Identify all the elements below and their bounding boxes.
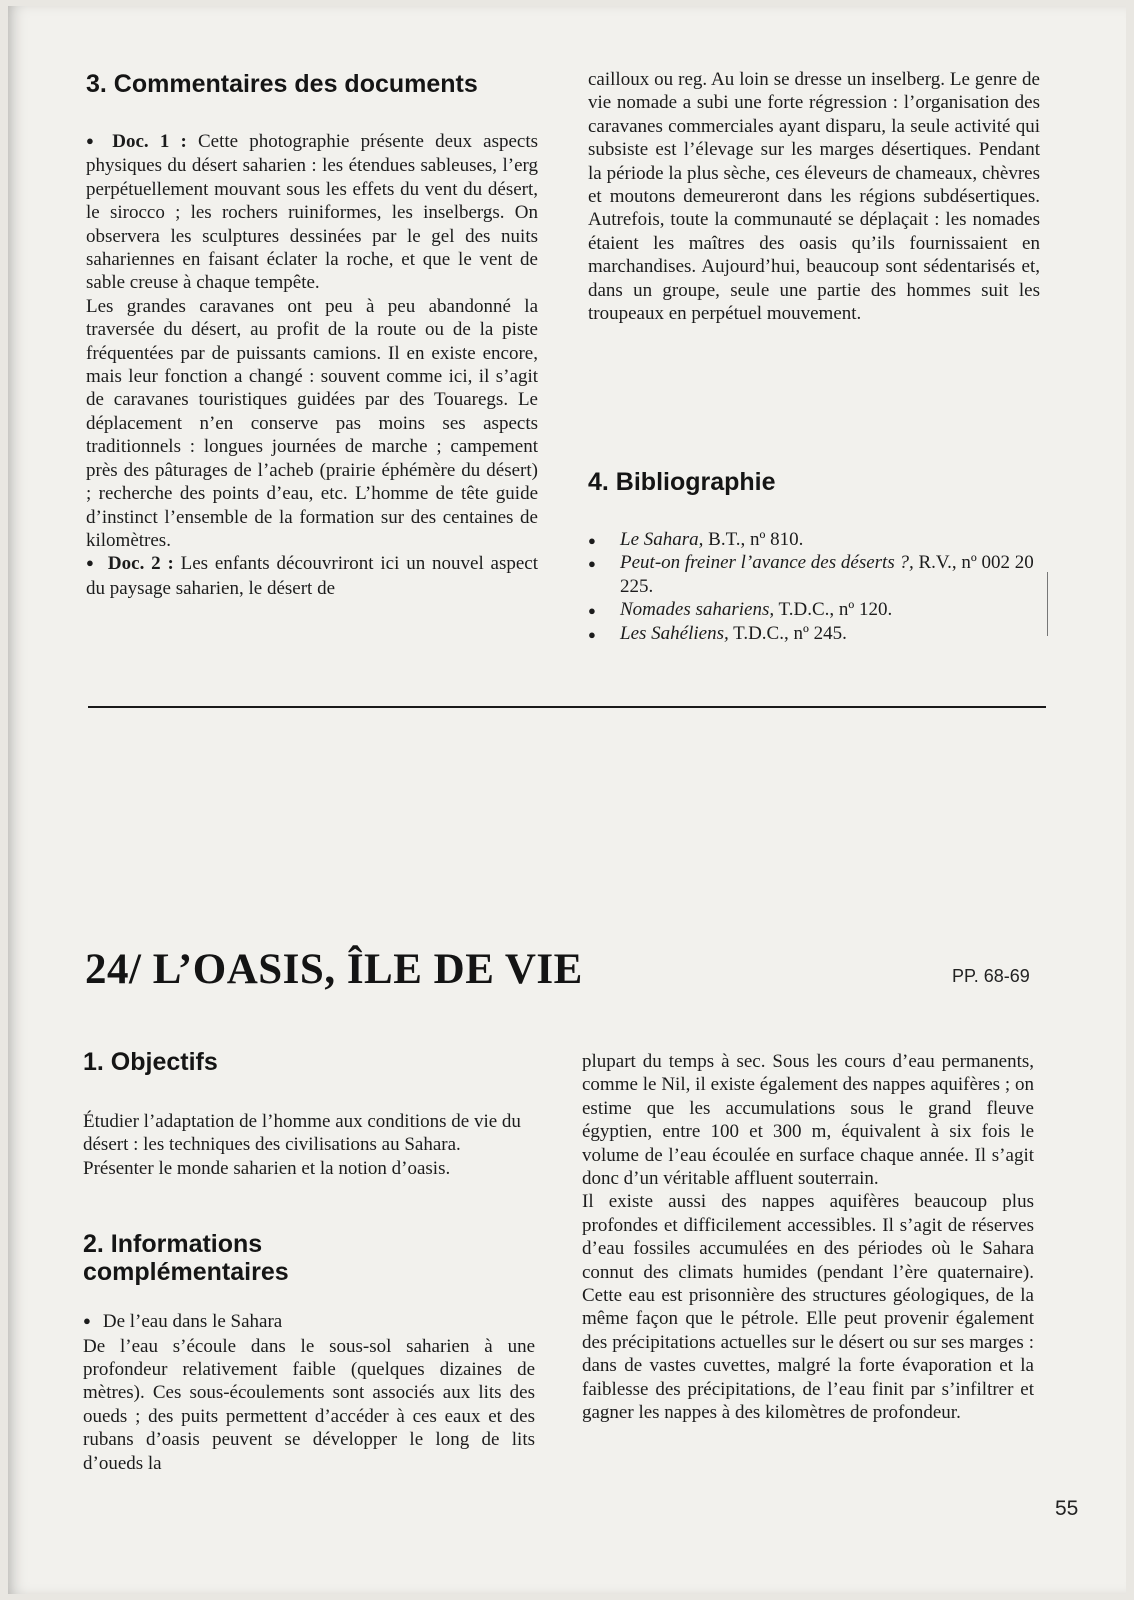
doc2-label: Doc. 2 : <box>107 553 174 575</box>
caravanes-paragraph: Les grandes caravanes ont peu à peu abandonné la traversée du désert, au profit de la route ou de la piste fréquentées par de puissants camions. Il en existe encore, mais leur fonction a changé : souvent comme ici, il s’agit de caravanes touristiques guidées par des Touaregs. Le déplacement n’en conserve pas moins ses aspects traditionnels : longues journées de marche ; campement près des pâturages de l’acheb (prairie éphémère du désert) ; recherche des points d’eau, etc. L’homme de tête guide d’instinct l’ensemble de la formation sur des centaines de kilomètres. <box>86 295 538 551</box>
informations-heading-line1: 2. Informations <box>83 1230 263 1259</box>
page-number: 55 <box>1055 1497 1079 1520</box>
doc1-label: Doc. 1 : <box>112 131 187 152</box>
bibliography-ref: T.D.C., nº 120. <box>778 599 893 621</box>
bullet-icon <box>83 1311 103 1332</box>
bibliography-item <box>588 551 1040 598</box>
informations-para2: Il existe aussi des nappes aquifères beaucoup plus profondes et difficilement accessibles. Il s’agit de réserves d’eau fossiles accumulées en des périodes où le Sahara connut des climats humides (pendant l’ère quaternaire). Cette eau est prisonnière des structures géologiques, de la même façon que le pétrole. Elle peut provenir également des précipitations actuelles sur le désert ou sur ses marges : dans de vastes cuvettes, malgré la forte évaporation et la faiblesse des précipitations, de l’eau finit par s’infiltrer et gagner les nappes à des kilomètres de profondeur. <box>582 1191 1034 1424</box>
doc2-text-start: Les enfants découvriront ici un nouvel aspect du paysage saharien, le désert de <box>86 553 539 599</box>
informations-para1-continued: plupart du temps à sec. Sous les cours d’eau permanents, comme le Nil, il existe également des nappes aquifères ; on estime que les accumulations sous le grand fleuve égyptien, entre 100 et 300 m, équivalent à six fois le volume de l’eau écoulée en surface chaque année. Il s’agit donc d’un véritable affluent souterrain. <box>582 1051 1034 1190</box>
informations-para1-start: De l’eau s’écoule dans le sous-sol saharien à une profondeur relativement faible (quelques dizaines de mètres). Ces sous-écoulements sont associés aux lits des oueds ; des puits permettent d’accéder à ces eaux et des rubans d’oasis peuvent se développer le long de lits d’oueds la <box>83 1335 535 1474</box>
bibliography-title: Nomades sahariens, <box>620 599 775 621</box>
bibliography-item <box>588 598 1040 621</box>
chapter-left-column <box>83 1048 535 1475</box>
objectifs-text1: Étudier l’adaptation de l’homme aux conditions de vie du désert : les techniques des civilisations au Sahara. <box>83 1111 521 1156</box>
informations-bullet <box>83 1310 535 1334</box>
doc2-bullet-icon <box>86 553 108 574</box>
section3-right-column <box>588 68 1040 325</box>
doc1-text: Cette photographie présente deux aspects physiques du désert saharien : les étendues sableuses, l’erg perpétuellement mouvant sous les effets du vent du désert, le sirocco ; les rochers ruiniformes, les inselbergs. On observera les sculptures dessinées par le gel des nuits sahariennes en faisant éclater la roche, et que le vent de sable creuse à chaque tempête. <box>86 131 539 294</box>
section-divider <box>88 706 1046 708</box>
bibliography-ref: T.D.C., nº 245. <box>733 622 847 644</box>
doc1-bullet-icon <box>86 131 112 152</box>
informations-heading-line2: complémentaires <box>83 1258 289 1287</box>
bibliography-ref: R.V., nº 002 20 225. <box>620 552 1034 597</box>
objectifs-text2: Présenter le monde saharien et la notion d’oasis. <box>83 1157 451 1179</box>
bibliography-title: Les Sahéliens, <box>620 622 729 644</box>
doc1-paragraph <box>86 130 538 295</box>
objectifs-heading: 1. Objectifs <box>83 1048 218 1076</box>
bibliography-item <box>588 528 1040 551</box>
bibliography-list <box>588 528 1040 645</box>
doc2-text-continued: cailloux ou reg. Au loin se dresse un inselberg. Le genre de vie nomade a subi une forte régression : l’organisation des caravanes commerciales ayant disparu, la seule activité qui subsiste est l’élevage sur les marges désertiques. Pendant la période la plus sèche, ces éleveurs de chameaux, chèvres et moutons demeureront dans les régions subdésertiques. Autrefois, toute la communauté se déplaçait : les nomades étaient les maîtres des oasis qu’ils fournissaient en marchandises. Aujourd’hui, beaucoup sont sédentarisés et, dans un groupe, seule une partie des hommes suit les troupeaux en perpétuel mouvement. <box>588 69 1040 325</box>
section3-heading: 3. Commentaires des documents <box>86 70 478 98</box>
bibliography-ref: B.T., nº 810. <box>708 529 804 550</box>
bibliography-item <box>588 622 1040 645</box>
informations-bullet-text: De l’eau dans le Sahara <box>102 1311 283 1333</box>
margin-line <box>1047 572 1048 636</box>
bibliography-title: Le Sahara, <box>620 529 704 550</box>
informations-heading <box>83 1230 535 1286</box>
chapter-title: 24/ L’OASIS, ÎLE DE VIE <box>85 946 583 993</box>
section3-left-column <box>86 70 538 600</box>
section4 <box>588 468 1040 645</box>
doc2-paragraph <box>86 552 538 600</box>
chapter-right-column <box>582 1050 1034 1425</box>
bibliography-title: Peut-on freiner l’avance des déserts ?, <box>620 552 914 574</box>
chapter-pages: PP. 68-69 <box>952 966 1030 986</box>
section4-heading: 4. Bibliographie <box>588 468 776 496</box>
